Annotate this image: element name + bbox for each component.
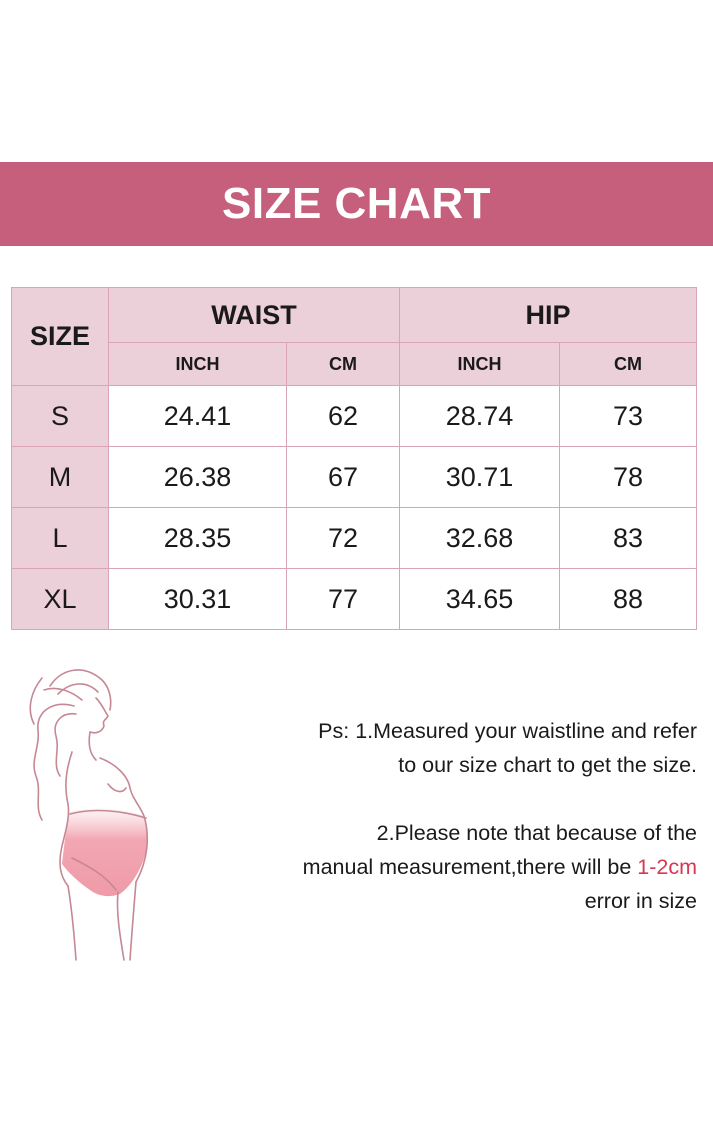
hip-inch-cell: 34.65: [400, 569, 560, 630]
error-range-highlight: 1-2cm: [637, 855, 697, 879]
waist-inch-cell: 30.31: [109, 569, 287, 630]
measurement-notes: [227, 714, 697, 918]
hip-cm-cell: 78: [560, 447, 697, 508]
size-chart-table: [11, 287, 697, 630]
body-measure-illustration-icon: [12, 660, 162, 965]
note-line: 2.Please note that because of the: [376, 821, 697, 845]
size-cell: L: [12, 508, 109, 569]
hip-cm-cell: 73: [560, 386, 697, 447]
table-row: [12, 569, 697, 630]
waist-group-header: WAIST: [109, 288, 400, 343]
waist-cm-cell: 62: [287, 386, 400, 447]
note-text: manual measurement,there will be: [302, 855, 638, 879]
hip-group-header: HIP: [400, 288, 697, 343]
table-row: [12, 386, 697, 447]
size-cell: S: [12, 386, 109, 447]
size-column-header: SIZE: [12, 288, 109, 386]
page-title: SIZE CHART: [222, 179, 491, 228]
hip-cm-cell: 88: [560, 569, 697, 630]
hip-inch-header: INCH: [400, 343, 560, 386]
table-row: [12, 508, 697, 569]
waist-inch-cell: 24.41: [109, 386, 287, 447]
hip-cm-cell: 83: [560, 508, 697, 569]
size-cell: XL: [12, 569, 109, 630]
waist-inch-cell: 28.35: [109, 508, 287, 569]
waist-inch-header: INCH: [109, 343, 287, 386]
table-row: [12, 447, 697, 508]
hip-cm-header: CM: [560, 343, 697, 386]
waist-cm-cell: 72: [287, 508, 400, 569]
size-cell: M: [12, 447, 109, 508]
note-line: [227, 850, 697, 884]
title-banner: [0, 162, 713, 246]
hip-inch-cell: 32.68: [400, 508, 560, 569]
note-line: to our size chart to get the size.: [398, 753, 697, 777]
waist-cm-header: CM: [287, 343, 400, 386]
waist-inch-cell: 26.38: [109, 447, 287, 508]
waist-cm-cell: 67: [287, 447, 400, 508]
hip-inch-cell: 28.74: [400, 386, 560, 447]
waist-cm-cell: 77: [287, 569, 400, 630]
hip-inch-cell: 30.71: [400, 447, 560, 508]
note-line: error in size: [584, 889, 697, 913]
note-line: Ps: 1.Measured your waistline and refer: [318, 719, 697, 743]
